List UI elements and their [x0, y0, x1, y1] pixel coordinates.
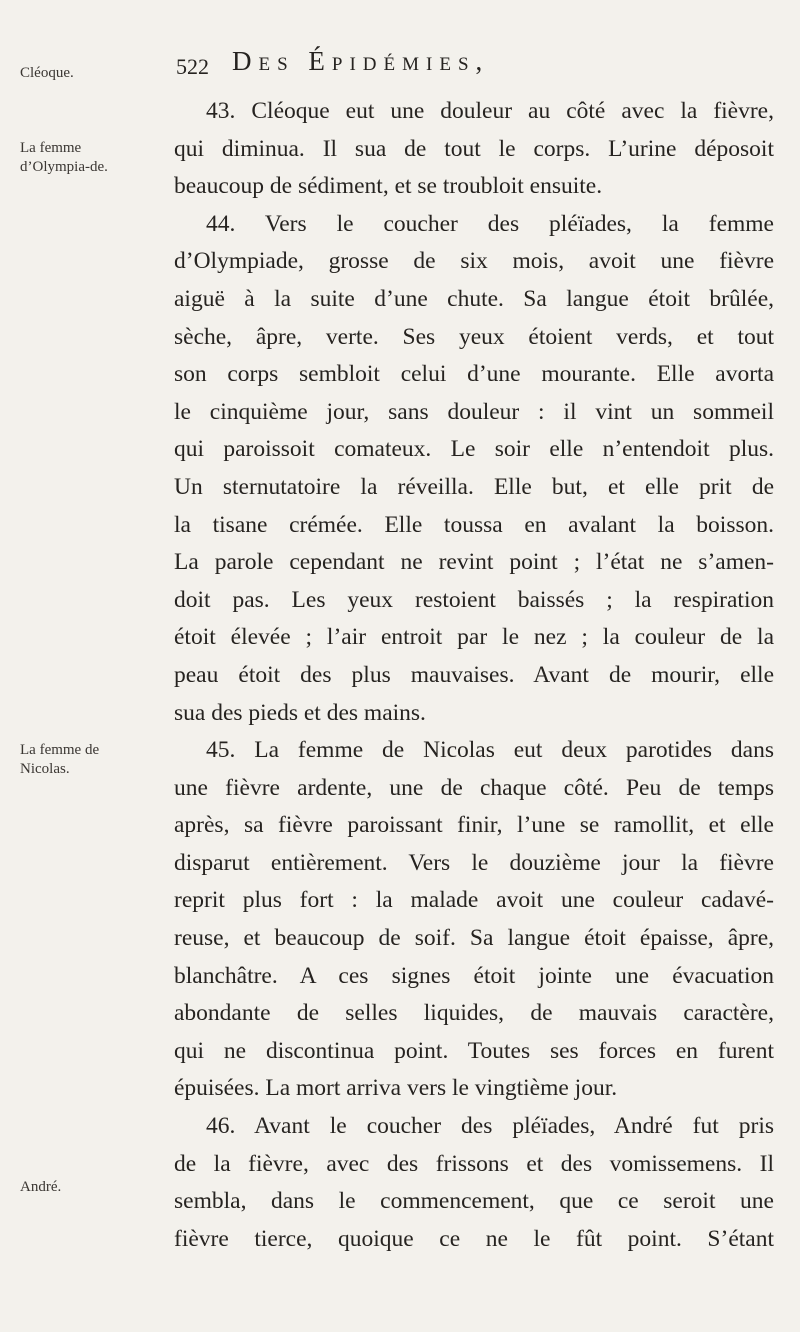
text-line: la tisane crémée. Elle toussa en avalant la boisson.: [174, 511, 774, 538]
text-line: qui diminua. Il sua de tout le corps. L’urine déposoit: [174, 135, 774, 162]
text-line: 43. Cléoque eut une douleur au côté avec la fièvre,: [206, 98, 774, 124]
text-line: reuse, et beaucoup de soif. Sa langue étoit épaisse, âpre,: [174, 925, 774, 952]
text-line: 44. Vers le coucher des pléïades, la femme: [206, 210, 774, 237]
text-line: de la fièvre, avec des frissons et des vomissemens. Il: [174, 1150, 774, 1177]
text-line: blanchâtre. A ces signes étoit jointe une évacuation: [174, 962, 774, 989]
text-line: beaucoup de sédiment, et se troubloit ensuite.: [174, 173, 603, 200]
margin-note-andre: André.: [20, 1179, 62, 1195]
margin-note-nicolas: La femme de Nicolas.: [20, 742, 100, 777]
text-line: peau étoit des plus mauvaises. Avant de mourir, elle: [174, 661, 774, 688]
text-line: disparut entièrement. Vers le douzième jour la fièvre: [174, 849, 774, 876]
text-line: sèche, âpre, verte. Ses yeux étoient verds, et tout: [174, 323, 774, 350]
text-line: 46. Avant le coucher des pléïades, André fut pris: [206, 1113, 774, 1140]
text-line: son corps sembloit celui d’une mourante. Elle avorta: [174, 361, 774, 388]
text-line: le cinquième jour, sans douleur : il vint un sommeil: [174, 398, 774, 425]
text-line: Un sternutatoire la réveilla. Elle but, et elle prit de: [174, 473, 774, 500]
text-line: aiguë à la suite d’une chute. Sa langue étoit brûlée,: [174, 285, 774, 312]
running-head: [176, 46, 756, 86]
text-line: d’Olympiade, grosse de six mois, avoit une fièvre: [174, 248, 774, 275]
margin-note-olympiade: La femme d’Olympia-de.: [20, 140, 108, 175]
text-line: abondante de selles liquides, de mauvais caractère,: [174, 1000, 774, 1027]
text-line: fièvre tierce, quoique ce ne le fût point. S’étant: [174, 1225, 774, 1252]
text-line: 45. La femme de Nicolas eut deux parotides dans: [206, 737, 774, 764]
text-line: étoit élevée ; l’air entroit par le nez ; la couleur de la: [174, 624, 774, 651]
text-line: épuisées. La mort arriva vers le vingtième jour.: [174, 1075, 618, 1102]
text-line: après, sa fièvre paroissant finir, l’une se ramollit, et elle: [174, 812, 774, 839]
text-line: sua des pieds et des mains.: [174, 699, 426, 726]
body-text: [174, 93, 774, 1258]
text-line: qui ne discontinua point. Toutes ses forces en furent: [174, 1037, 774, 1064]
text-line: sembla, dans le commencement, que ce seroit une: [174, 1188, 774, 1215]
margin-note-cleoque: Cléoque.: [20, 65, 74, 81]
text-line: reprit plus fort : la malade avoit une couleur cadavé-: [174, 887, 774, 914]
text-line: doit pas. Les yeux restoient baissés ; la respiration: [174, 586, 774, 613]
text-line: une fièvre ardente, une de chaque côté. Peu de temps: [174, 774, 774, 801]
text-line: qui paroissoit comateux. Le soir elle n’entendoit plus.: [174, 436, 774, 463]
running-title: Des Épidémies,: [232, 46, 490, 76]
page-number: 522: [176, 54, 209, 79]
text-line: La parole cependant ne revint point ; l’état ne s’amen-: [174, 549, 774, 576]
